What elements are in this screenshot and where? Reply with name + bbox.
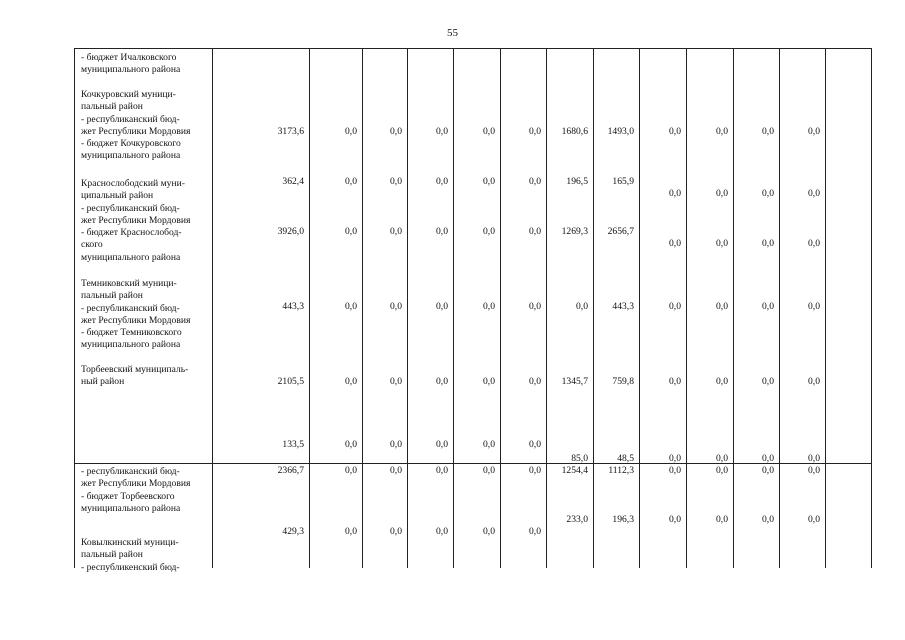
table-cell: 0,0 bbox=[483, 301, 495, 312]
table-cell: 0,0 bbox=[808, 514, 820, 525]
table-cell: 1112,3 bbox=[608, 465, 634, 476]
table-cell: 362,4 bbox=[282, 176, 304, 187]
table-cell: 443,3 bbox=[282, 301, 304, 312]
row-label-line: - республикенский бюд- bbox=[81, 561, 180, 573]
table-cell: 3173,6 bbox=[277, 126, 304, 137]
table-cell: 443,3 bbox=[612, 301, 634, 312]
table-cell: 0,0 bbox=[390, 226, 402, 237]
table-cell: 0,0 bbox=[529, 526, 541, 537]
table-cell: 0,0 bbox=[808, 465, 820, 476]
table-column-border bbox=[500, 48, 501, 568]
table-cell: 2105,5 bbox=[277, 376, 304, 387]
table-cell: 0,0 bbox=[436, 126, 448, 137]
table-cell: 0,0 bbox=[436, 526, 448, 537]
table-column-border bbox=[212, 48, 213, 568]
table-cell: 0,0 bbox=[345, 226, 357, 237]
row-label-line: муниципального района bbox=[81, 502, 181, 514]
row-label-line: пальный район bbox=[81, 290, 143, 302]
table-cell: 1493,0 bbox=[607, 126, 634, 137]
table-cell: 2656,7 bbox=[607, 226, 634, 237]
table-cell: 165,9 bbox=[612, 176, 634, 187]
row-label-line: ципальный район bbox=[81, 190, 154, 202]
table-column-border bbox=[546, 48, 547, 568]
table-column-border bbox=[733, 48, 734, 568]
table-cell: 0,0 bbox=[483, 226, 495, 237]
table-cell: 0,0 bbox=[762, 465, 774, 476]
table-cell: 1680,6 bbox=[561, 126, 588, 137]
table-cell: 0,0 bbox=[669, 301, 681, 312]
table-cell: 0,0 bbox=[716, 238, 728, 249]
row-label-line: ского bbox=[81, 239, 103, 251]
row-label-line: муниципального района bbox=[81, 251, 181, 263]
row-label-line: - республиканский бюд- bbox=[81, 113, 180, 125]
table-column-border bbox=[74, 48, 75, 568]
table-cell: 0,0 bbox=[669, 514, 681, 525]
table-cell: 0,0 bbox=[808, 238, 820, 249]
table-cell: 0,0 bbox=[669, 376, 681, 387]
table-cell: 0,0 bbox=[762, 376, 774, 387]
table-cell: 0,0 bbox=[345, 376, 357, 387]
row-label-line: Темниковский муници- bbox=[81, 278, 177, 289]
table-cell: 0,0 bbox=[762, 238, 774, 249]
row-label-line: - республиканский бюд- bbox=[81, 302, 180, 314]
table-cell: 0,0 bbox=[529, 126, 541, 137]
row-label-line: жет Республики Мордовия bbox=[81, 125, 191, 137]
table-column-border bbox=[639, 48, 640, 568]
row-label-line: - республиканский бюд- bbox=[81, 202, 180, 214]
table-cell: 0,0 bbox=[529, 301, 541, 312]
table-cell: 0,0 bbox=[669, 453, 681, 464]
table-column-border bbox=[362, 48, 363, 568]
table-column-border bbox=[309, 48, 310, 568]
table-cell: 0,0 bbox=[345, 439, 357, 450]
row-label-line: жет Республики Мордовия bbox=[81, 478, 191, 490]
table-cell: 0,0 bbox=[390, 301, 402, 312]
table-cell: 0,0 bbox=[808, 301, 820, 312]
table-cell: 0,0 bbox=[716, 453, 728, 464]
row-label-line: ный район bbox=[81, 376, 125, 388]
table-cell: 0,0 bbox=[716, 465, 728, 476]
row-label-line: муниципального района bbox=[81, 64, 181, 76]
table-cell: 1269,3 bbox=[561, 226, 588, 237]
table-cell: 0,0 bbox=[529, 376, 541, 387]
table-cell: 0,0 bbox=[390, 526, 402, 537]
table-row-border bbox=[74, 463, 871, 464]
table-column-border bbox=[593, 48, 594, 568]
row-label-line: жет Республики Мордовия bbox=[81, 214, 191, 226]
table-cell: 429,3 bbox=[282, 526, 304, 537]
table-cell: 1254,4 bbox=[561, 465, 588, 476]
table-cell: 0,0 bbox=[669, 465, 681, 476]
table-cell: 0,0 bbox=[345, 301, 357, 312]
table-cell: 0,0 bbox=[529, 465, 541, 476]
table-column-border bbox=[871, 48, 872, 568]
row-label-line: пальный район bbox=[81, 549, 143, 561]
row-label-line: - бюджет Темниковского bbox=[81, 327, 182, 339]
row-label-line: жет Республики Мордовия bbox=[81, 314, 191, 326]
table-cell: 85,0 bbox=[571, 453, 588, 464]
table-cell: 0,0 bbox=[762, 453, 774, 464]
table-cell: 0,0 bbox=[762, 514, 774, 525]
row-label-line: Ковылкинский муници- bbox=[81, 537, 179, 548]
table-cell: 0,0 bbox=[669, 238, 681, 249]
table-cell: 0,0 bbox=[345, 126, 357, 137]
table-cell: 48,5 bbox=[617, 453, 634, 464]
table-cell: 2366,7 bbox=[277, 465, 304, 476]
table-cell: 0,0 bbox=[529, 176, 541, 187]
table-cell: 3926,0 bbox=[277, 226, 304, 237]
table-cell: 0,0 bbox=[345, 176, 357, 187]
table-cell: 0,0 bbox=[529, 439, 541, 450]
row-label bbox=[81, 278, 209, 352]
table-cell: 0,0 bbox=[808, 126, 820, 137]
table-cell: 0,0 bbox=[436, 176, 448, 187]
table-cell: 196,3 bbox=[612, 514, 634, 525]
table-cell: 0,0 bbox=[390, 176, 402, 187]
row-label-line: муниципального района bbox=[81, 150, 181, 162]
table-cell: 0,0 bbox=[436, 376, 448, 387]
row-label-line: пальный район bbox=[81, 101, 143, 113]
table-column-border bbox=[453, 48, 454, 568]
row-label-line: - бюджет Краснослобод- bbox=[81, 227, 182, 239]
table-cell: 0,0 bbox=[483, 465, 495, 476]
table-cell: 0,0 bbox=[436, 439, 448, 450]
table-cell: 0,0 bbox=[669, 188, 681, 199]
row-label bbox=[81, 178, 209, 264]
table-cell: 196,5 bbox=[566, 176, 588, 187]
table-cell: 0,0 bbox=[483, 526, 495, 537]
row-label-line: Торбеевский муниципаль- bbox=[81, 364, 189, 375]
budget-table bbox=[74, 48, 871, 573]
table-cell: 0,0 bbox=[436, 226, 448, 237]
table-cell: 0,0 bbox=[390, 126, 402, 137]
table-cell: 0,0 bbox=[716, 188, 728, 199]
table-column-border bbox=[825, 48, 826, 568]
table-row-border bbox=[74, 48, 871, 49]
table-column-border bbox=[407, 48, 408, 568]
table-cell: 0,0 bbox=[808, 188, 820, 199]
table-cell: 0,0 bbox=[436, 465, 448, 476]
row-label-line: муниципального района bbox=[81, 339, 181, 351]
table-cell: 0,0 bbox=[716, 301, 728, 312]
table-cell: 0,0 bbox=[390, 376, 402, 387]
table-cell: 0,0 bbox=[762, 301, 774, 312]
row-label bbox=[81, 52, 209, 77]
table-cell: 0,0 bbox=[716, 126, 728, 137]
page-number: 55 bbox=[447, 27, 458, 39]
row-label-line: Кочкуровский муници- bbox=[81, 89, 176, 100]
table-cell: 0,0 bbox=[716, 376, 728, 387]
table-cell: 0,0 bbox=[345, 465, 357, 476]
table-cell: 0,0 bbox=[529, 226, 541, 237]
table-cell: 0,0 bbox=[762, 126, 774, 137]
table-cell: 0,0 bbox=[483, 439, 495, 450]
table-cell: 0,0 bbox=[762, 188, 774, 199]
table-cell: 0,0 bbox=[483, 176, 495, 187]
row-label-line: Краснослободский муни- bbox=[81, 178, 185, 189]
table-cell: 0,0 bbox=[669, 126, 681, 137]
table-cell: 0,0 bbox=[576, 301, 588, 312]
table-cell: 0,0 bbox=[808, 453, 820, 464]
table-cell: 0,0 bbox=[345, 526, 357, 537]
table-column-border bbox=[686, 48, 687, 568]
table-column-border bbox=[779, 48, 780, 568]
row-label bbox=[81, 466, 209, 515]
row-label bbox=[81, 364, 209, 389]
table-cell: 0,0 bbox=[390, 465, 402, 476]
table-cell: 0,0 bbox=[808, 376, 820, 387]
row-label-line: - республиканский бюд- bbox=[81, 466, 180, 477]
row-label bbox=[81, 89, 209, 163]
table-cell: 759,8 bbox=[612, 376, 634, 387]
row-label bbox=[81, 537, 209, 574]
table-cell: 0,0 bbox=[436, 301, 448, 312]
row-label-line: - бюджет Ичалковского bbox=[81, 52, 177, 63]
table-cell: 0,0 bbox=[483, 126, 495, 137]
table-cell: 0,0 bbox=[716, 514, 728, 525]
row-label-line: - бюджет Кочкуровского bbox=[81, 138, 181, 150]
table-cell: 0,0 bbox=[483, 376, 495, 387]
table-cell: 1345,7 bbox=[561, 376, 588, 387]
table-cell: 133,5 bbox=[282, 439, 304, 450]
row-label-line: - бюджет Торбеевского bbox=[81, 490, 175, 502]
table-cell: 0,0 bbox=[390, 439, 402, 450]
table-cell: 233,0 bbox=[566, 514, 588, 525]
